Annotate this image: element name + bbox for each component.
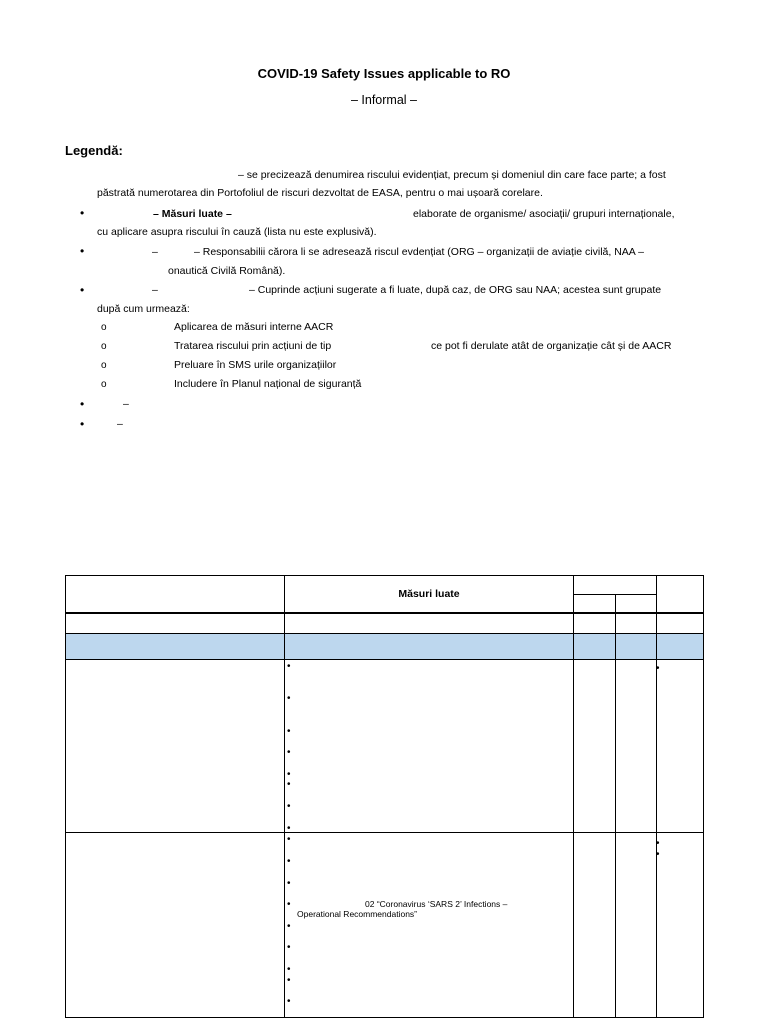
- legend-heading: Legendă:: [65, 143, 123, 158]
- legend-item-dash: –: [152, 246, 158, 258]
- bullet-icon: •: [287, 726, 291, 737]
- bullet-icon: •: [656, 838, 660, 849]
- sub-item-includere: Includere în Planul național de siguranță: [174, 378, 362, 390]
- legend-item-actiuni: – Cuprinde acțiuni sugerate a fi luate, după caz, de ORG sau NAA; acestea sunt grupate: [249, 284, 662, 296]
- circle-bullet-icon: o: [101, 360, 107, 371]
- table-border: [703, 575, 704, 1018]
- legend-item-masuri-desc-2: cu aplicare asupra riscului în cauză (lista nu este explusivă).: [97, 226, 377, 238]
- circle-bullet-icon: o: [101, 341, 107, 352]
- bullet-icon: •: [287, 661, 291, 672]
- reference-text: 02 “Coronavirus ‘SARS 2’ Infections –: [365, 899, 508, 909]
- table-border: [656, 575, 657, 1018]
- bullet-icon: •: [656, 849, 660, 860]
- legend-item-dash: –: [123, 398, 129, 410]
- bullet-icon: •: [287, 921, 291, 932]
- legend-item-masuri-luate: – Măsuri luate –: [153, 208, 232, 220]
- sub-item-tratarea-2: ce pot fi derulate atât de organizație cât și de AACR: [431, 340, 672, 352]
- reference-text-2: Operational Recommendations”: [297, 909, 418, 919]
- legend-item-dash: –: [152, 284, 158, 296]
- table-section-row: [66, 634, 703, 659]
- column-header-masuri-luate: Măsuri luate: [398, 588, 460, 600]
- bullet-icon: •: [80, 206, 85, 220]
- circle-bullet-icon: o: [101, 322, 107, 333]
- table-border: [65, 832, 704, 833]
- legend-item-responsabili-2: onautică Civilă Română).: [168, 265, 286, 277]
- bullet-icon: •: [80, 244, 85, 258]
- bullet-icon: •: [287, 779, 291, 790]
- bullet-icon: •: [287, 899, 291, 910]
- bullet-icon: •: [287, 996, 291, 1007]
- bullet-icon: •: [287, 769, 291, 780]
- bullet-icon: •: [287, 964, 291, 975]
- bullet-icon: •: [656, 663, 660, 674]
- bullet-icon: •: [80, 417, 85, 431]
- bullet-icon: •: [80, 397, 85, 411]
- table-border: [65, 1017, 704, 1018]
- bullet-icon: •: [80, 283, 85, 297]
- table-border: [284, 575, 285, 1018]
- bullet-icon: •: [287, 856, 291, 867]
- sub-item-tratarea: Tratarea riscului prin acțiuni de tip: [174, 340, 332, 352]
- bullet-icon: •: [287, 747, 291, 758]
- bullet-icon: •: [287, 878, 291, 889]
- legend-line-1: – se precizează denumirea riscului evidențiat, precum și domeniul din care face parte; a fost: [238, 169, 666, 181]
- bullet-icon: •: [287, 834, 291, 845]
- table-border: [615, 594, 616, 1018]
- legend-item-dash: –: [117, 418, 123, 430]
- table-border: [65, 575, 704, 576]
- table-border: [65, 575, 66, 1018]
- table-border: [65, 659, 704, 660]
- legend-item-masuri-desc: elaborate de organisme/ asociații/ grupuri internaționale,: [413, 208, 675, 220]
- legend-item-actiuni-2: după cum urmează:: [97, 303, 190, 315]
- sub-item-preluare: Preluare în SMS urile organizațiilor: [174, 359, 337, 371]
- circle-bullet-icon: o: [101, 379, 107, 390]
- bullet-icon: •: [287, 942, 291, 953]
- bullet-icon: •: [287, 975, 291, 986]
- table-border: [65, 612, 704, 614]
- page-subtitle: – Informal –: [350, 93, 417, 107]
- page-title: COVID-19 Safety Issues applicable to RO: [257, 66, 511, 81]
- bullet-icon: •: [287, 823, 291, 834]
- legend-line-2: păstrată numerotarea din Portofoliul de riscuri dezvoltat de EASA, pentru o mai ușoară corelare.: [97, 187, 543, 199]
- table-border: [573, 575, 574, 1018]
- sub-item-aplicarea: Aplicarea de măsuri interne AACR: [174, 321, 334, 333]
- legend-item-responsabili: – Responsabilii cărora li se adresează riscul evdențiat (ORG – organizații de aviație civilă, NAA –: [194, 246, 644, 258]
- bullet-icon: •: [287, 693, 291, 704]
- bullet-icon: •: [287, 801, 291, 812]
- table-border: [65, 633, 704, 634]
